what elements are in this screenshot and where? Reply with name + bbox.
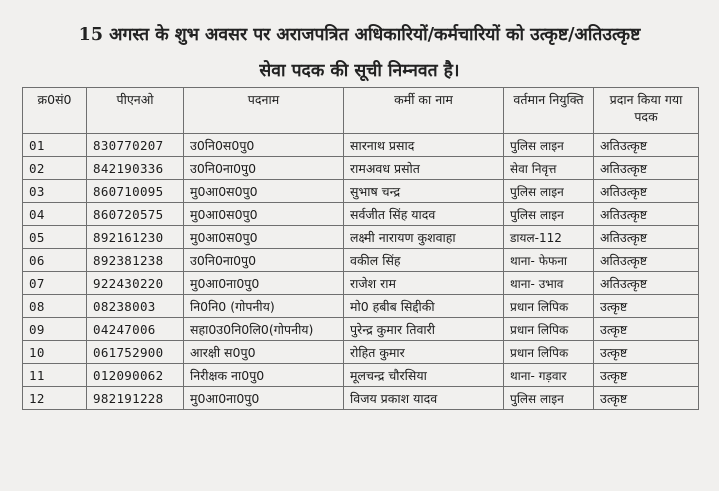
medal-cell: अतिउत्कृष्ट bbox=[594, 226, 699, 249]
designation-cell: मु0आ0स0पु0 bbox=[184, 180, 344, 203]
medal-cell: उत्कृष्ट bbox=[594, 318, 699, 341]
table-row bbox=[23, 341, 699, 364]
current-posting-cell: पुलिस लाइन bbox=[504, 180, 594, 203]
serial-no-cell: 07 bbox=[23, 272, 87, 295]
current-posting-cell: पुलिस लाइन bbox=[504, 134, 594, 157]
medal-cell: उत्कृष्ट bbox=[594, 295, 699, 318]
designation-cell: उ0नि0ना0पु0 bbox=[184, 157, 344, 180]
current-posting-cell: पुलिस लाइन bbox=[504, 203, 594, 226]
pno-cell: 08238003 bbox=[87, 295, 184, 318]
document-title-line-2: सेवा पदक की सूची निम्नवत है। bbox=[259, 61, 460, 81]
employee-name-cell: रोहित कुमार bbox=[344, 341, 504, 364]
medal-list-table bbox=[22, 87, 699, 410]
employee-name-cell: वकील सिंह bbox=[344, 249, 504, 272]
employee-name-cell: मो0 हबीब सिद्दीकी bbox=[344, 295, 504, 318]
medal-cell: अतिउत्कृष्ट bbox=[594, 249, 699, 272]
pno-cell: 860720575 bbox=[87, 203, 184, 226]
current-posting-cell: थाना- गड़वार bbox=[504, 364, 594, 387]
header-pno: पीएनओ bbox=[87, 88, 184, 134]
current-posting-cell: थाना- उभाव bbox=[504, 272, 594, 295]
table-row bbox=[23, 295, 699, 318]
current-posting-cell: प्रधान लिपिक bbox=[504, 295, 594, 318]
pno-cell: 860710095 bbox=[87, 180, 184, 203]
serial-no-cell: 09 bbox=[23, 318, 87, 341]
employee-name-cell: राजेश राम bbox=[344, 272, 504, 295]
designation-cell: मु0आ0ना0पु0 bbox=[184, 387, 344, 410]
employee-name-cell: पुरेन्द्र कुमार तिवारी bbox=[344, 318, 504, 341]
serial-no-cell: 05 bbox=[23, 226, 87, 249]
employee-name-cell: रामअवध प्रसोत bbox=[344, 157, 504, 180]
header-current-posting: वर्तमान नियुक्ति bbox=[504, 88, 594, 134]
serial-no-cell: 04 bbox=[23, 203, 87, 226]
current-posting-cell: पुलिस लाइन bbox=[504, 387, 594, 410]
serial-no-cell: 03 bbox=[23, 180, 87, 203]
designation-cell: उ0नि0ना0पु0 bbox=[184, 249, 344, 272]
pno-cell: 922430220 bbox=[87, 272, 184, 295]
designation-cell: सहा0उ0नि0लि0(गोपनीय) bbox=[184, 318, 344, 341]
table-row bbox=[23, 157, 699, 180]
table-header-row bbox=[23, 88, 699, 134]
medal-cell: अतिउत्कृष्ट bbox=[594, 203, 699, 226]
current-posting-cell: सेवा निवृत्त bbox=[504, 157, 594, 180]
table-row bbox=[23, 387, 699, 410]
serial-no-cell: 08 bbox=[23, 295, 87, 318]
medal-cell: उत्कृष्ट bbox=[594, 387, 699, 410]
pno-cell: 982191228 bbox=[87, 387, 184, 410]
designation-cell: आरक्षी स0पु0 bbox=[184, 341, 344, 364]
serial-no-cell: 01 bbox=[23, 134, 87, 157]
table-row bbox=[23, 272, 699, 295]
designation-cell: निरीक्षक ना0पु0 bbox=[184, 364, 344, 387]
document-title-line-1: 15 अगस्त के शुभ अवसर पर अराजपत्रित अधिकारियों/कर्मचारियों को उत्कृष्ट/अतिउत्कृष्ट bbox=[78, 25, 641, 45]
header-serial-no: क्र0सं0 bbox=[23, 88, 87, 134]
table-row bbox=[23, 249, 699, 272]
table-row bbox=[23, 134, 699, 157]
pno-cell: 830770207 bbox=[87, 134, 184, 157]
serial-no-cell: 02 bbox=[23, 157, 87, 180]
pno-cell: 842190336 bbox=[87, 157, 184, 180]
table-row bbox=[23, 226, 699, 249]
header-employee-name: कर्मी का नाम bbox=[344, 88, 504, 134]
current-posting-cell: प्रधान लिपिक bbox=[504, 341, 594, 364]
pno-cell: 892381238 bbox=[87, 249, 184, 272]
pno-cell: 012090062 bbox=[87, 364, 184, 387]
serial-no-cell: 10 bbox=[23, 341, 87, 364]
medal-cell: अतिउत्कृष्ट bbox=[594, 157, 699, 180]
employee-name-cell: सारनाथ प्रसाद bbox=[344, 134, 504, 157]
current-posting-cell: डायल-112 bbox=[504, 226, 594, 249]
serial-no-cell: 12 bbox=[23, 387, 87, 410]
medal-cell: अतिउत्कृष्ट bbox=[594, 134, 699, 157]
current-posting-cell: थाना- फेफना bbox=[504, 249, 594, 272]
employee-name-cell: विजय प्रकाश यादव bbox=[344, 387, 504, 410]
designation-cell: मु0आ0स0पु0 bbox=[184, 226, 344, 249]
serial-no-cell: 11 bbox=[23, 364, 87, 387]
current-posting-cell: प्रधान लिपिक bbox=[504, 318, 594, 341]
medal-cell: अतिउत्कृष्ट bbox=[594, 180, 699, 203]
table-row bbox=[23, 180, 699, 203]
pno-cell: 04247006 bbox=[87, 318, 184, 341]
designation-cell: मु0आ0ना0पु0 bbox=[184, 272, 344, 295]
medal-cell: उत्कृष्ट bbox=[594, 341, 699, 364]
designation-cell: नि0नि0 (गोपनीय) bbox=[184, 295, 344, 318]
employee-name-cell: मूलचन्द्र चौरसिया bbox=[344, 364, 504, 387]
table-row bbox=[23, 318, 699, 341]
pno-cell: 892161230 bbox=[87, 226, 184, 249]
designation-cell: मु0आ0स0पु0 bbox=[184, 203, 344, 226]
employee-name-cell: सुभाष चन्द्र bbox=[344, 180, 504, 203]
table-row bbox=[23, 203, 699, 226]
header-designation: पदनाम bbox=[184, 88, 344, 134]
medal-cell: अतिउत्कृष्ट bbox=[594, 272, 699, 295]
employee-name-cell: सर्वजीत सिंह यादव bbox=[344, 203, 504, 226]
pno-cell: 061752900 bbox=[87, 341, 184, 364]
medal-cell: उत्कृष्ट bbox=[594, 364, 699, 387]
header-medal-awarded: प्रदान किया गया पदक bbox=[594, 88, 699, 134]
table-row bbox=[23, 364, 699, 387]
employee-name-cell: लक्ष्मी नारायण कुशवाहा bbox=[344, 226, 504, 249]
serial-no-cell: 06 bbox=[23, 249, 87, 272]
designation-cell: उ0नि0स0पु0 bbox=[184, 134, 344, 157]
